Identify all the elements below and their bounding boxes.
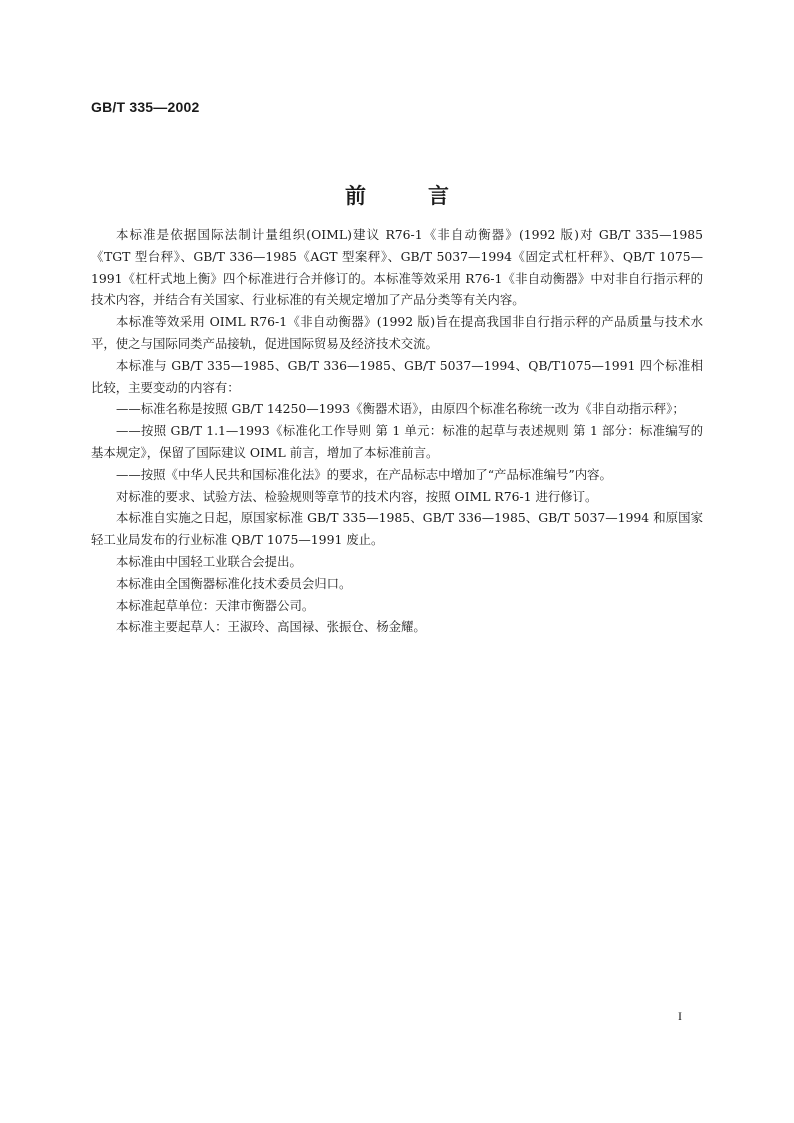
standard-code: GB/T 335—2002 [91,99,200,115]
list-item: ——按照 GB/T 1.1—1993《标准化工作导则 第 1 单元：标准的起草与表述规则 第 1 部分：标准编写的基本规定》，保留了国际建议 OIML 前言，增加了本标准前言。 [91,423,703,460]
paragraph: 本标准等效采用 OIML R76-1《非自动衡器》(1992 版)旨在提高我国非自行指示秤的产品质量与技术水平，使之与国际同类产品接轨，促进国际贸易及经济技术交流。 [91,314,703,351]
paragraph: 本标准主要起草人：王淑玲、高国禄、张振仓、杨金耀。 [116,619,426,635]
paragraph: 对标准的要求、试验方法、检验规则等章节的技术内容，按照 OIML R76-1 进行修订。 [116,488,598,504]
foreword-body [91,224,703,638]
paragraph: 本标准自实施之日起，原国家标准 GB/T 335—1985、GB/T 336—1985、GB/T 5037—1994 和原国家轻工业局发布的行业标准 QB/T 1075—1991 废止。 [91,510,703,548]
paragraph: 本标准由全国衡器标准化技术委员会归口。 [116,575,352,591]
page-title: 前言 [345,183,511,208]
list-item: ——标准名称是按照 GB/T 14250—1993《衡器术语》，由原四个标准名称统一改为《非自动指示秤》； [116,401,685,417]
paragraph: 本标准由中国轻工业联合会提出。 [116,553,302,569]
list-item: ——按照《中华人民共和国标准化法》的要求，在产品标志中增加了“产品标准编号”内容。 [116,466,612,482]
page-number: I [678,1009,682,1023]
paragraph: 本标准是依据国际法制计量组织(OIML)建议 R76-1《非自动衡器》(1992 版)对 GB/T 335—1985《TGT 型台秤》、GB/T 336—1985《AGT 型案秤》、GB/T 5037—1994《固定式杠杆秤》、QB/T 1075—1991《杠杆式地上衡》四个标准进行合并修订的。本标准等效采用 R76-1《非自动衡器》中对非自行指示秤的技术内容，并结合有关国家、行业标准的有关规定增加了产品分类等有关内容。 [91,227,703,308]
paragraph: 本标准与 GB/T 335—1985、GB/T 336—1985、GB/T 5037—1994、QB/T1075—1991 四个标准相比较，主要变动的内容有： [91,357,703,395]
paragraph: 本标准起草单位：天津市衡器公司。 [116,597,315,613]
